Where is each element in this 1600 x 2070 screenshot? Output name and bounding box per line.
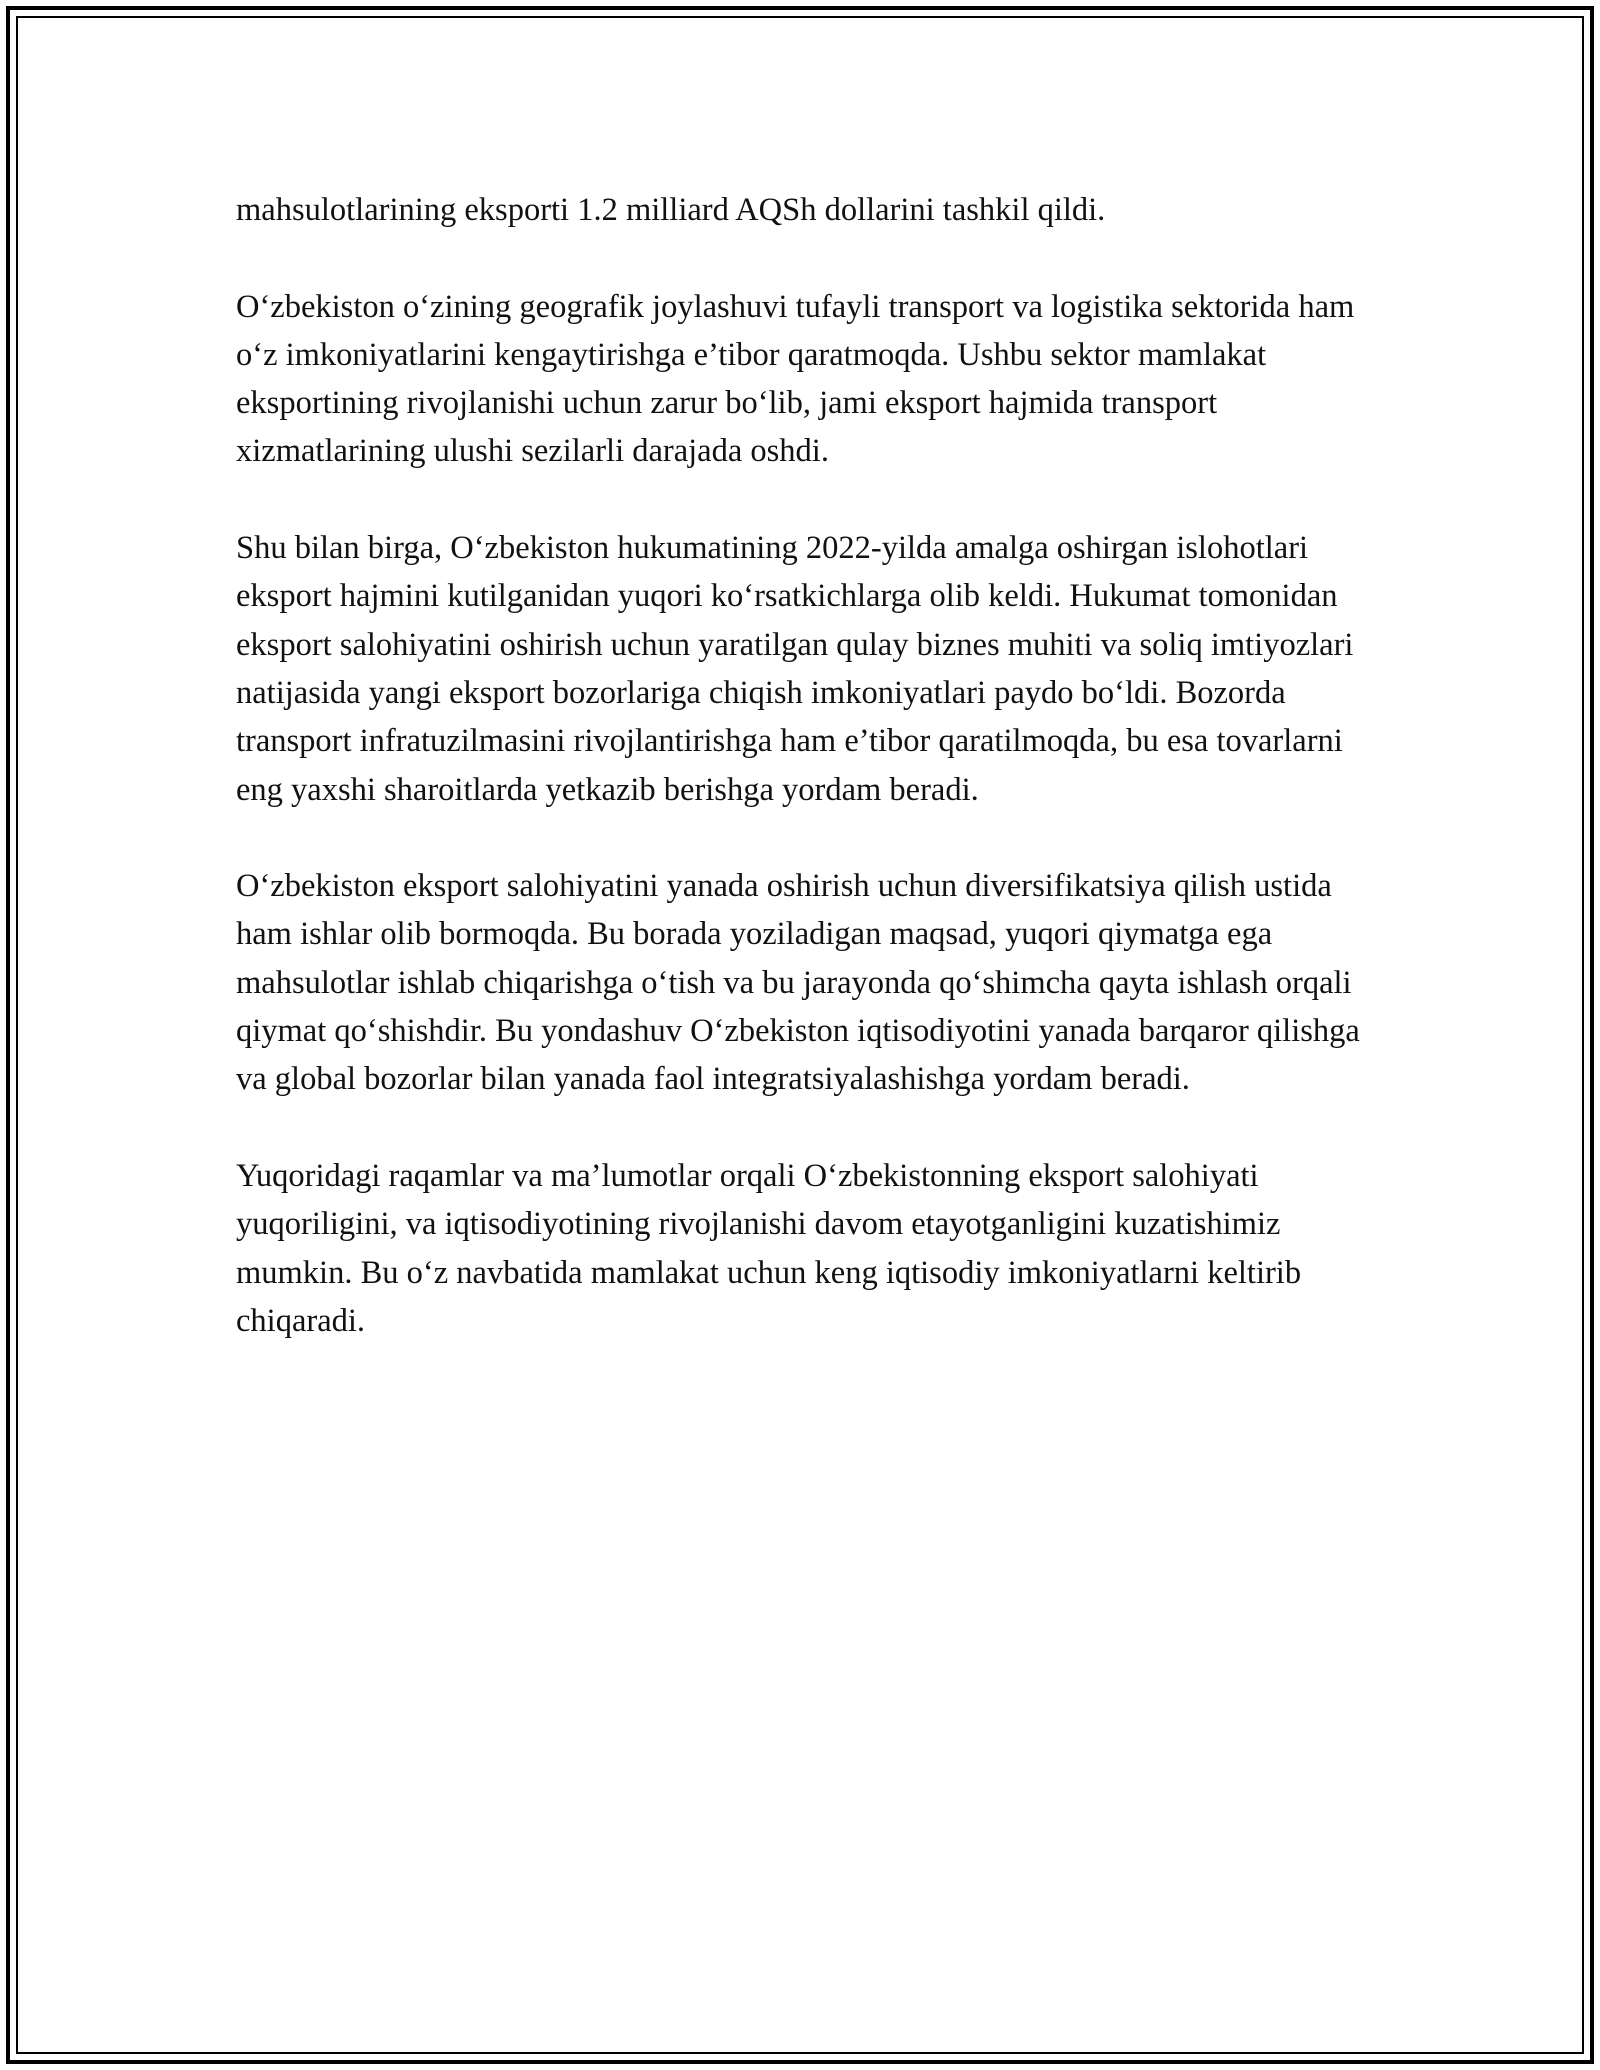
paragraph-3: Shu bilan birga, O‘zbekiston hukumatining 2022-yilda amalga oshirgan islohotlari eksport hajmini kutilganidan yuqori ko‘rsatkichlarga olib keldi. Hukumat tomonidan eksport salohiyatini oshirish uchun yaratilgan qulay biznes muhiti va soliq imtiyozlari natijasida yangi eksport bozorlariga chiqish imkoniyatlari paydo bo‘ldi. Bozorda transport infratuzilmasini rivojlantirishga ham e’tibor qaratilmoqda, bu esa tovarlarni eng yaxshi sharoitlarda yetkazib berishga yordam beradi. (236, 530, 1354, 808)
paragraph-1: mahsulotlarining eksporti 1.2 milliard AQSh dollarini tashkil qildi. (236, 192, 1106, 228)
document-body (236, 186, 1376, 1393)
paragraph-2: O‘zbekiston o‘zining geografik joylashuvi tufayli transport va logistika sektorida ham o‘z imkoniyatlarini kengaytirishga e’tibor qaratmoqda. Ushbu sektor mamlakat eksportining rivojlanishi uchun zarur bo‘lib, jami eksport hajmida transport xizmatlarining ulushi sezilarli darajada oshdi. (236, 288, 1355, 470)
paragraph-4: O‘zbekiston eksport salohiyatini yanada oshirish uchun diversifikatsiya qilish ustida ham ishlar olib bormoqda. Bu borada yoziladigan maqsad, yuqori qiymatga ega mahsulotlar ishlab chiqarishga o‘tish va bu jarayonda qo‘shimcha qayta ishlash orqali qiymat qo‘shishdir. Bu yondashuv O‘zbekiston iqtisodiyotini yanada barqaror qilishga va global bozorlar bilan yanada faol integratsiyalashishga yordam beradi. (236, 868, 1360, 1098)
paragraph-5: Yuqoridagi raqamlar va ma’lumotlar orqali O‘zbekistonning eksport salohiyati yuqoriligini, va iqtisodiyotining rivojlanishi davom etayotganligini kuzatishimiz mumkin. Bu o‘z navbatida mamlakat uchun keng iqtisodiy imkoniyatlarni keltirib chiqaradi. (236, 1157, 1302, 1339)
